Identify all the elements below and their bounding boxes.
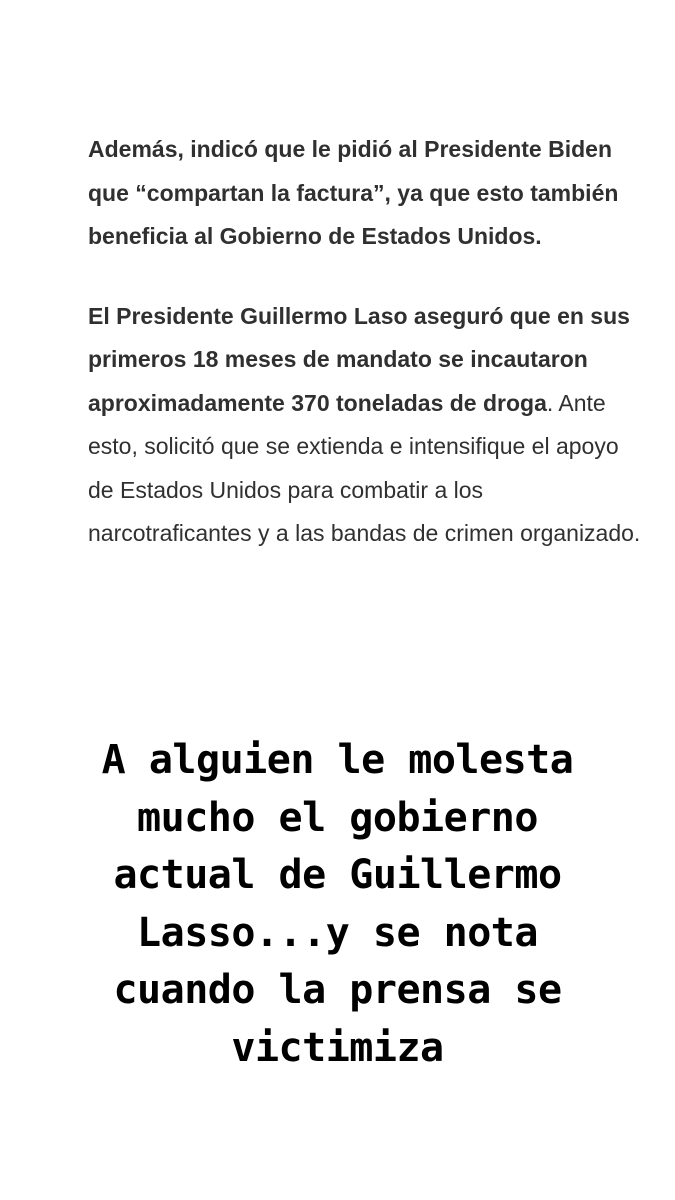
caption-line: cuando la prensa se [113, 967, 562, 1013]
article-paragraph-2 [88, 295, 648, 556]
caption-line: Lasso...y se nota [137, 909, 538, 956]
overlay-caption [0, 732, 675, 1077]
caption-line: A alguien le molesta [101, 737, 574, 783]
paragraph-2-normal-text: . Ante esto, solicitó que se extienda e intensifique el apoyo de Estados Unidos para combatir a los narcotraficantes y a las bandas de crimen organizado. [88, 389, 641, 546]
caption-line: victimiza [231, 1024, 444, 1071]
article-excerpt [88, 128, 648, 556]
caption-line: mucho el gobierno [137, 794, 538, 841]
article-paragraph-1: Además, indicó que le pidió al Presidente Biden que “compartan la factura”, ya que esto también beneficia al Gobierno de Estados Unidos. [88, 136, 619, 249]
paragraph-2-bold-text: El Presidente Guillermo Laso aseguró que en sus primeros 18 meses de mandato se incautaron aproximadamente 370 toneladas de droga [88, 302, 630, 416]
caption-line: actual de Guillermo [113, 852, 562, 898]
